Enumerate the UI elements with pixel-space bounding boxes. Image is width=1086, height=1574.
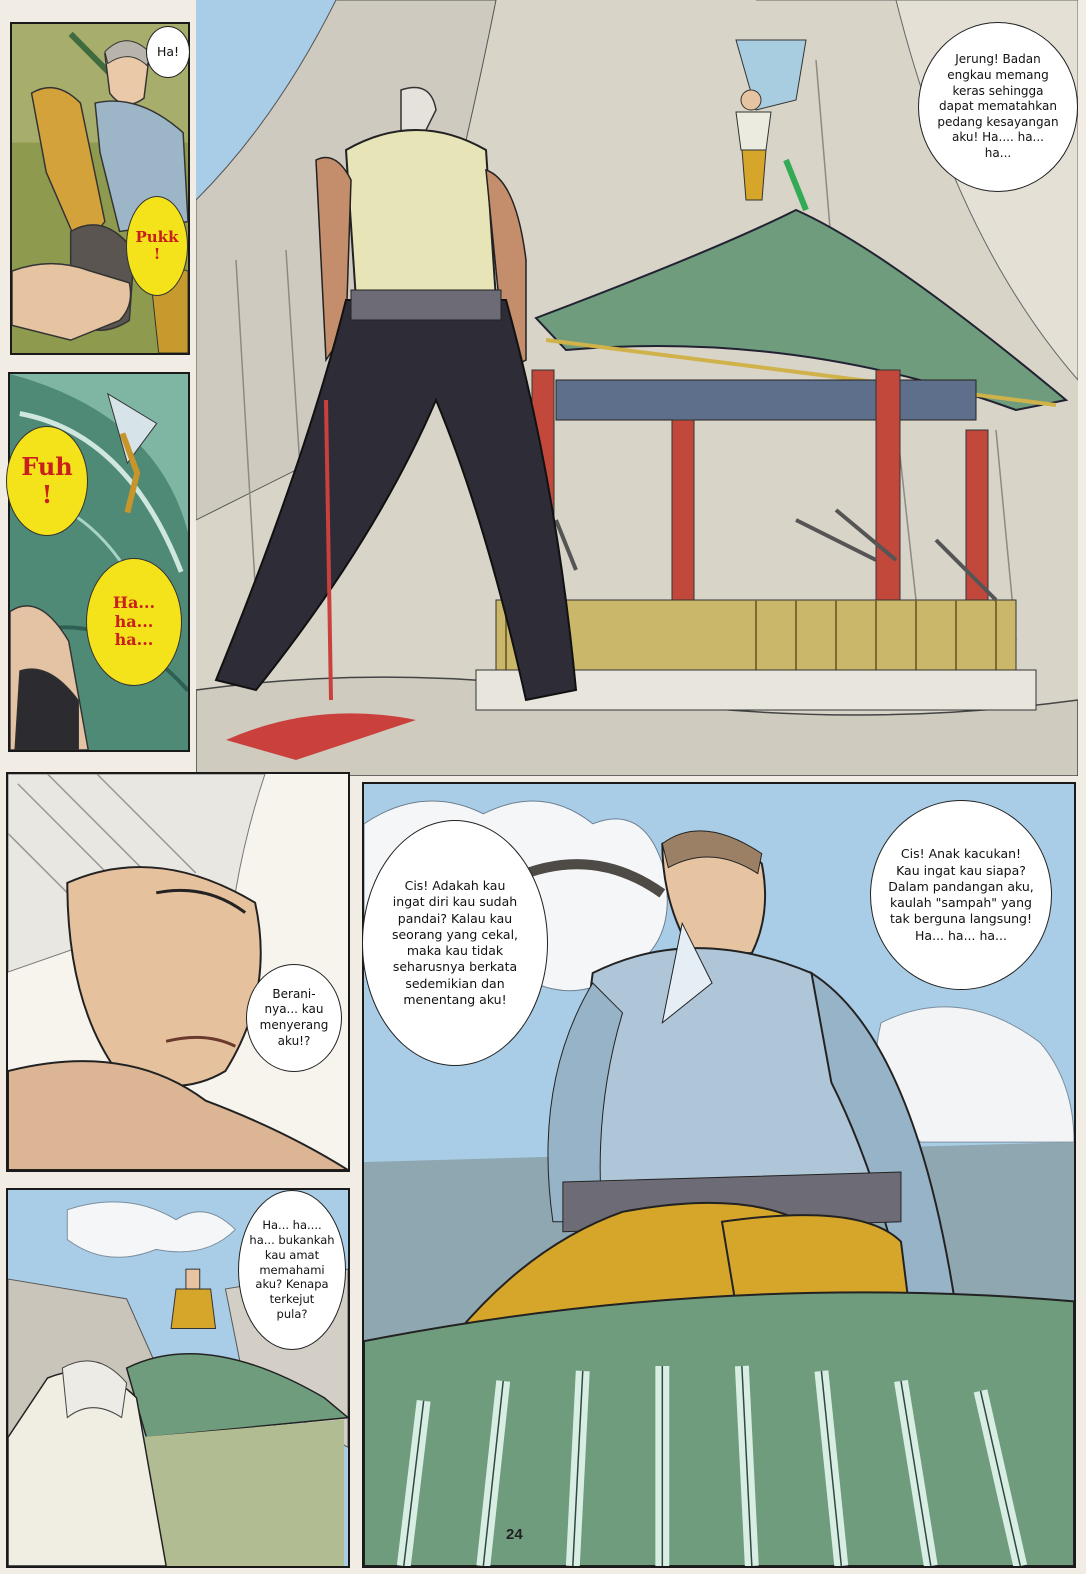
speech-line: Ha... ha... ha... (915, 927, 1007, 943)
page-number: 24 (506, 1526, 523, 1543)
speech-line: kaulah "sampah" yang (890, 895, 1032, 910)
speech-line: terkejut (269, 1292, 315, 1307)
sfx-line: Ha... (112, 593, 156, 613)
speech-line: ha... bukankah (249, 1232, 335, 1247)
speech-line: seorang yang cekal, (391, 926, 519, 942)
speech-line: pedang kesayangan (937, 114, 1059, 129)
speech-line: aku! Ha.... ha... (951, 130, 1044, 145)
speech-line: pandai? Kalau kau (397, 910, 513, 926)
speech-line: Berani- (272, 986, 316, 1001)
sfx-laugh (86, 558, 182, 686)
speech-line: dapat mematahkan (939, 99, 1057, 114)
speech-line: Kau ingat kau siapa? (896, 862, 1026, 878)
speech-line: nya... kau (264, 1002, 324, 1017)
sfx-line: ! (41, 480, 53, 509)
speech-bubble-jerung (918, 22, 1078, 192)
speech-text: Ha! (156, 43, 180, 59)
speech-line: engkau memang (947, 68, 1049, 83)
sfx-line: ! (153, 245, 161, 263)
speech-line: menyerang (259, 1018, 329, 1032)
sfx-fuh (6, 426, 88, 536)
sfx-line: ha... (114, 630, 154, 650)
speech-bubble-cis-right (870, 800, 1052, 990)
speech-line: maka kau tidak (406, 943, 504, 958)
speech-line: sedemikian dan (405, 975, 505, 991)
speech-line: keras sehingga (952, 83, 1044, 98)
speech-bubble-berani (246, 964, 342, 1072)
speech-bubble-cis-left (362, 820, 548, 1066)
speech-bubble-bukankah (238, 1190, 346, 1350)
sfx-line: Fuh (21, 452, 73, 482)
speech-line: Ha... ha.... (262, 1217, 322, 1232)
sfx-line: ha... (114, 611, 154, 631)
speech-line: tak berguna langsung! (889, 911, 1033, 927)
speech-line: Cis! Adakah kau (404, 878, 506, 893)
speech-line: Dalam pandangan aku, (888, 878, 1034, 894)
speech-line: seharusnya berkata (392, 959, 518, 975)
sfx-line: Pukk (135, 227, 179, 246)
speech-line: ingat diri kau sudah (392, 894, 518, 910)
speech-line: aku? Kenapa (255, 1277, 329, 1292)
speech-line: menentang aku! (403, 991, 507, 1007)
speech-line: Cis! Anak kacukan! (900, 846, 1022, 862)
sfx-pukk (126, 196, 188, 296)
speech-line: Jerung! Badan (955, 52, 1041, 67)
speech-line: pula? (276, 1307, 308, 1322)
speech-bubble-ha (146, 26, 190, 78)
speech-line: aku!? (277, 1033, 311, 1048)
speech-line: ha... (984, 145, 1012, 160)
speech-line: memahami (259, 1262, 325, 1277)
speech-line: kau amat (264, 1247, 320, 1262)
